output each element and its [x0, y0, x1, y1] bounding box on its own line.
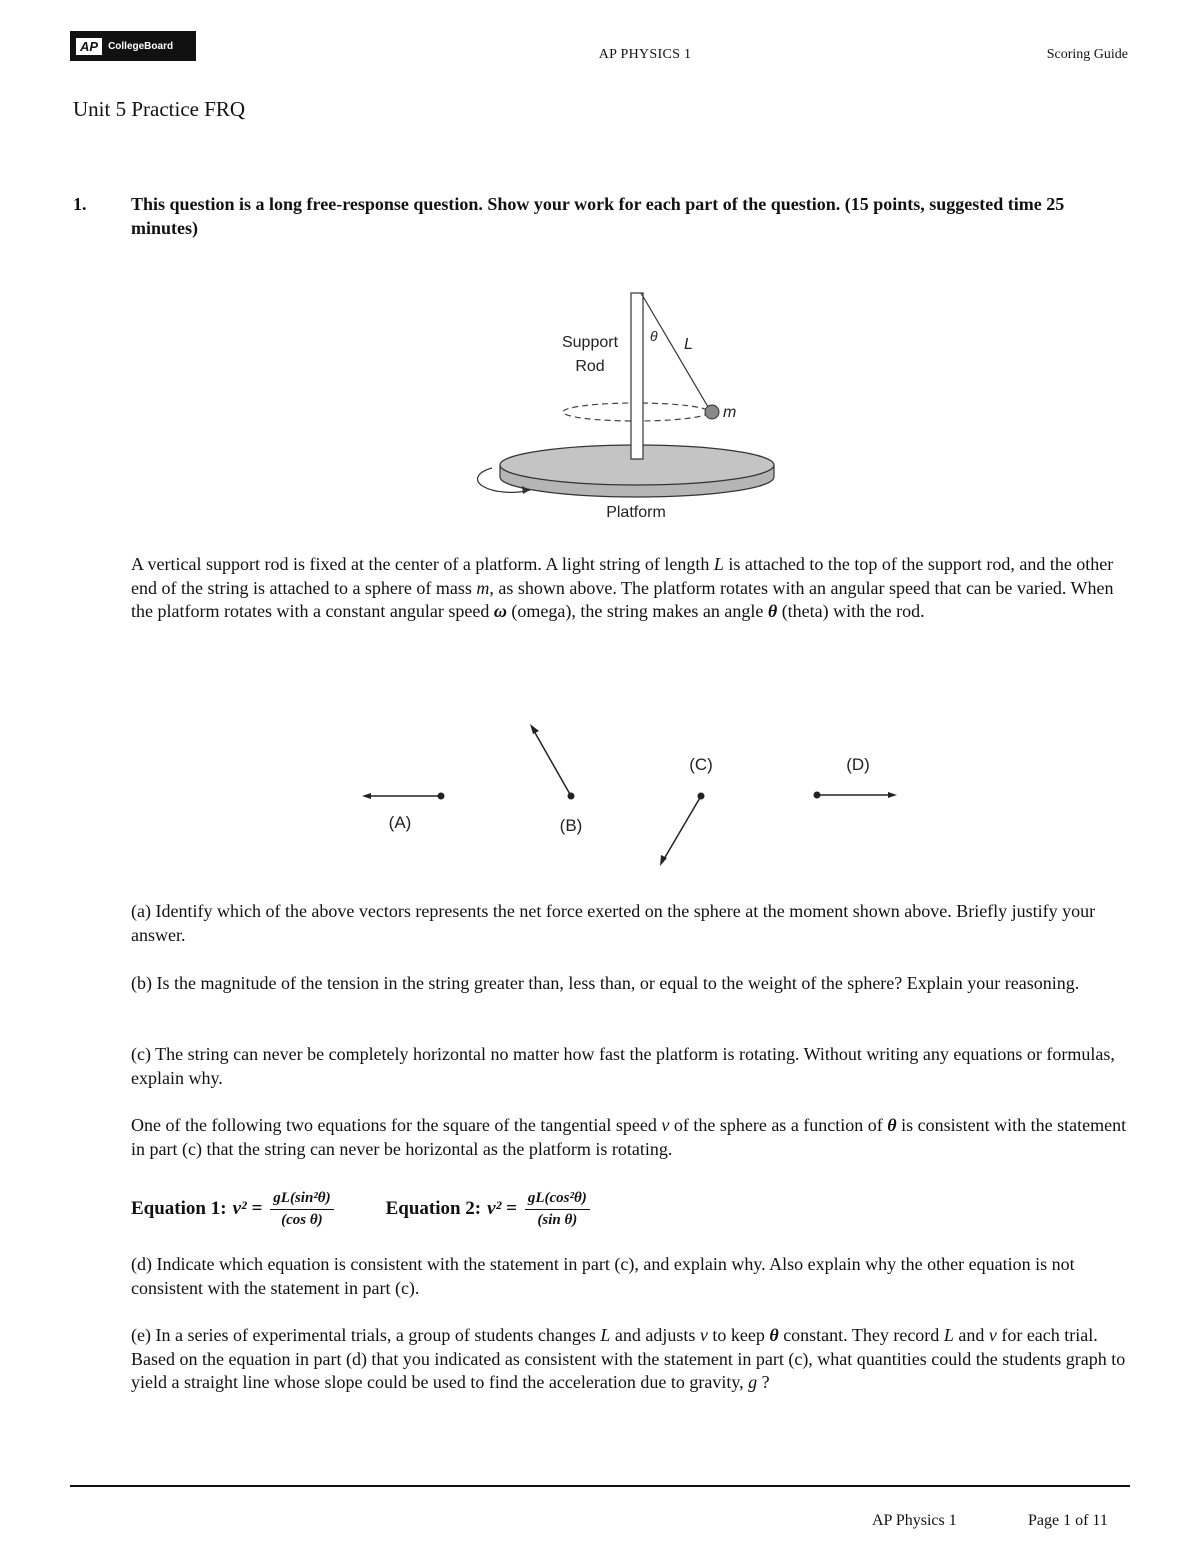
equation-1-numerator: gL(sin²θ) — [270, 1190, 333, 1210]
equation-1 — [131, 1190, 334, 1229]
part-a: (a) Identify which of the above vectors represents the net force exerted on the sphere at the moment shown above. Briefly justify your answer. — [131, 901, 1096, 945]
equations-intro-text-2: of the sphere as a function of — [669, 1115, 888, 1135]
symbol-m: m — [476, 577, 490, 598]
support-rod-label-line1: Support — [561, 334, 619, 351]
equations-intro-text-1: One of the following two equations for the square of the tangential speed — [131, 1115, 662, 1135]
part-e-text-6: for each trial. Based on the equation in part (d) that you indicated as consistent with the statement in part (c), what quantities could the students graph to yield a straight line whose slope could be used to find the acceleration due to gravity, — [131, 1325, 1126, 1392]
length-label: L — [684, 336, 693, 353]
equation-2-lhs: v² = — [487, 1198, 517, 1219]
vector-b-label: (B) — [559, 816, 583, 835]
symbol-v: v — [699, 1325, 708, 1345]
symbol-theta: θ — [767, 601, 778, 621]
footer-page-number: Page 1 of 11 — [1028, 1512, 1108, 1529]
equation-1-denominator: (cos θ) — [281, 1211, 323, 1228]
symbol-omega: ω — [493, 601, 507, 621]
equation-2-denominator: (sin θ) — [537, 1211, 578, 1228]
platform-label: Platform — [606, 504, 666, 521]
equations-row — [131, 1183, 590, 1235]
equation-1-lhs: v² = — [232, 1198, 263, 1219]
page-title: Unit 5 Practice FRQ — [73, 97, 246, 121]
equation-2 — [386, 1190, 590, 1229]
part-c: (c) The string can never be completely horizontal no matter how fast the platform is rotating. Without writing any equations or formulas, explain why. — [131, 1044, 1115, 1088]
string — [641, 293, 711, 412]
part-e — [131, 1324, 1131, 1395]
equation-2-label: Equation 2: — [385, 1198, 482, 1219]
vector-c — [660, 793, 705, 867]
theta-label: θ — [650, 328, 658, 344]
vector-choices-diagram — [350, 715, 920, 875]
symbol-L: L — [713, 554, 724, 574]
description-text-4: (omega), the string makes an angle — [506, 601, 768, 621]
description-text-2: is attached to the top of the support rod, and the other end of the string is attached to a sphere of mass — [131, 554, 1114, 598]
header-scoring-guide: Scoring Guide — [1046, 47, 1128, 62]
symbol-v: v — [661, 1115, 670, 1135]
equation-2-fraction — [525, 1190, 590, 1229]
platform-diagram — [470, 285, 800, 525]
header-course-title: AP PHYSICS 1 — [598, 47, 692, 62]
equations-intro-text-3: is consistent with the statement in part (c) that the string can never be horizontal as the platform is rotating. — [131, 1115, 1127, 1159]
part-e-text-7: ? — [757, 1372, 770, 1392]
symbol-v: v — [988, 1325, 997, 1345]
description-text-3: , as shown above. The platform rotates with an angular speed that can be varied. When the platform rotates with a constant angular speed — [131, 577, 1114, 621]
footer-divider — [70, 1485, 1130, 1487]
vector-b — [530, 724, 575, 800]
description-text-1: A vertical support rod is fixed at the center of a platform. A light string of length — [131, 554, 714, 574]
vector-c-label: (C) — [689, 755, 713, 774]
description-text-5: (theta) with the rod. — [777, 601, 925, 621]
part-e-text-3: to keep — [707, 1325, 770, 1345]
equation-1-label: Equation 1: — [131, 1198, 227, 1219]
logo-ap-mark: AP — [76, 38, 102, 55]
part-e-text-4: constant. They record — [778, 1325, 944, 1345]
equation-1-fraction — [270, 1190, 333, 1229]
part-e-text-2: and adjusts — [610, 1325, 700, 1345]
vector-a-label: (A) — [388, 813, 412, 832]
vector-a — [362, 793, 445, 800]
symbol-g: g — [748, 1372, 758, 1392]
vector-d-label: (D) — [846, 755, 870, 774]
footer-course: AP Physics 1 — [872, 1512, 957, 1529]
mass-label: m — [723, 404, 737, 421]
symbol-theta: θ — [887, 1115, 897, 1135]
symbol-L: L — [600, 1325, 611, 1345]
part-d: (d) Indicate which equation is consistent with the statement in part (c), and explain why. Also explain why the other equation is not consistent with the statement in part (c). — [131, 1254, 1075, 1298]
vector-d — [814, 792, 898, 799]
equations-intro — [131, 1114, 1131, 1161]
question-intro: This question is a long free-response question. Show your work for each part of the question. (15 points, suggested time 25 minutes) — [131, 194, 1065, 238]
equation-2-numerator: gL(cos²θ) — [525, 1190, 590, 1210]
part-e-text-1: (e) In a series of experimental trials, a group of students changes — [131, 1325, 601, 1345]
support-rod-label-line2: Rod — [575, 358, 605, 375]
setup-description — [131, 553, 1131, 624]
logo-college-board-text: CollegeBoard — [108, 40, 174, 52]
symbol-L: L — [943, 1325, 954, 1345]
part-e-text-5: and — [953, 1325, 989, 1345]
symbol-theta: θ — [769, 1325, 779, 1345]
part-b: (b) Is the magnitude of the tension in the string greater than, less than, or equal to the weight of the sphere? Explain your reasoning. — [131, 973, 1080, 993]
sphere-mass — [705, 405, 719, 419]
support-rod — [631, 293, 643, 459]
question-number: 1. — [73, 194, 87, 214]
